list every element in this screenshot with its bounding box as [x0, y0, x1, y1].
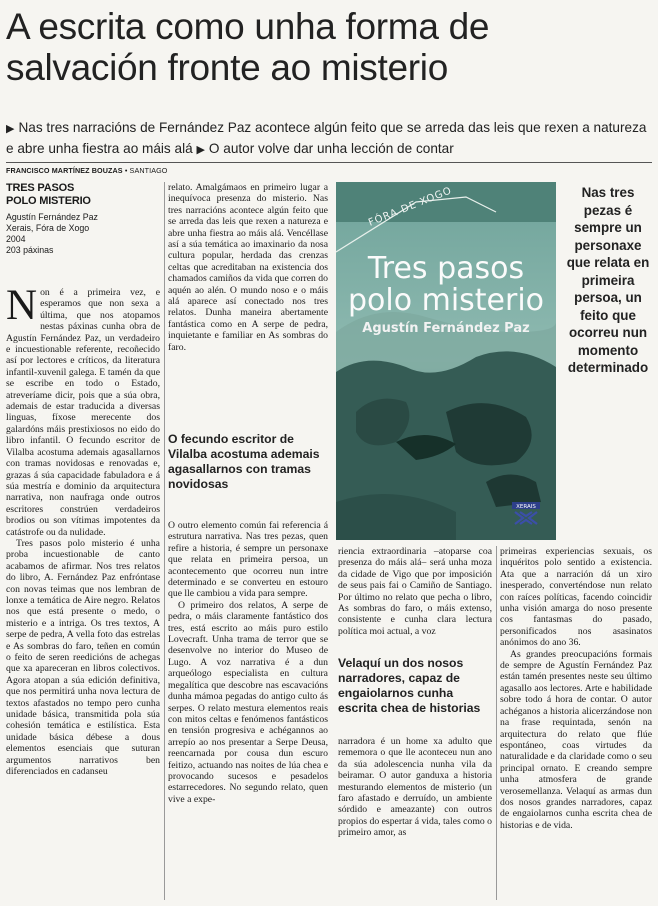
headline-line-1: A escrita como unha forma de — [6, 6, 490, 47]
book-year: 2004 — [6, 234, 26, 244]
cover-publisher: XERAIS — [516, 504, 536, 510]
drop-cap: N — [6, 287, 38, 329]
cover-title-line-2: polo misterio — [347, 283, 545, 318]
article-column-3-bottom — [338, 736, 492, 900]
book-meta — [6, 212, 156, 256]
headline-line-2: salvación fronte ao misterio — [6, 47, 448, 88]
cover-author: Agustín Fernández Paz — [362, 321, 530, 336]
book-title-line-2: POLO MISTERIO — [6, 194, 91, 207]
paragraph: riencia extraordinaria –atoparse coa presenza do máis alá– será unha moza da cidade de Vigo que por imposición de seus pais fai o Camiño de Santiago. Por último no relato que pecha o libro, As sombras do faro, o máis extenso, consistente e cunha clara lectura política moi actual, a voz — [338, 546, 492, 637]
byline — [6, 166, 168, 175]
paragraph: O outro elemento común fai referencia á estrutura narrativa. Nas tres pezas, quen refire a historia, é sempre un personaxe que relata en primeira persoa, un acontecemento que ocorreu nun intre determinado e se converteu en estouro que lle cambiou a vida para sempre. — [168, 520, 328, 600]
standfirst-part-1: Nas tres narracións de Fernández Paz acontece algún feito que se arreda das leis que rexen — [18, 120, 579, 135]
subhead-2: Velaquí un dos nosos narradores, capaz de engaiolarnos cunha escrita chea de historias — [338, 656, 481, 715]
bullet-separator: • — [124, 166, 128, 175]
book-author: Agustín Fernández Paz — [6, 212, 98, 222]
header-rule — [6, 162, 652, 163]
book-pages: 203 páxinas — [6, 245, 54, 255]
paragraph: As grandes preocupacións formais de sempre de Agustín Fernández Paz están tamén presentes neste seu último agasallo aos lectores. Arte e habilidade sobre todo á hora de contar. O autor achéganos a historia alicerzándose non na frase requintada, senón na arquitectura do relato que flúe espontáneo, coas virtudes da naturalidade e da claridade como o seu principal ornato. E creando sempre unha atmosfera de grande verosemellanza. Velaquí as armas dun dos nosos grandes narradores, capaz de engaiolarnos cunha escrita chea de historias e de vida. — [500, 648, 652, 831]
cover-series: FÓRA DE XOGO — [367, 185, 454, 229]
triangle-bullet-icon: ▶ — [196, 144, 205, 156]
paragraph: relato. Amalgámaos en primeiro lugar a inequívoca presenza do misterio. Nas tres narracións acontece algún feito que se arreda das leis que rexen a natureza e abre unha fiestra ao máis alá. Vencéllase así a súa temática ao imaxinario da nosa cultura popular, herdada das crenzas celtas que acreditaban na existencia dos chamados camiños da vida que corren do aquén ao alén. O mundo noso e o máis alá aparece así conectado nos tres relatos. Dunha maneira abertamente fantástica como en A serpe de pedra, inquietante e familiar en As sombras do faro. — [168, 182, 328, 353]
triangle-bullet-icon: ▶ — [6, 123, 15, 135]
book-cover-illustration — [336, 182, 556, 540]
article-column-2-bottom — [168, 520, 328, 900]
paragraph: Tres pasos polo misterio é unha proba incuestionable de canto acabamos de afirmar. Nos tres relatos do libro, A. Fernández Paz enfróntase con novas teimas que nos lembran de lonxe a temática de Aire negro. Relatos nos que está presente o medo, o misterio e a intriga. Os tres textos, A serpe de pedra, A vella foto das estrelas e As sombras do faro, teñen en común o feito de seren reedicións de achegas que xa apareceran en libros colectivos. Agora atopan a súa edición definitiva, que nos permitirá unha nova lectura de textos afastados no tempo pero cunha unidade básica, transmitida pola súa cohesión temática e estilística. Esta unidade básica débese a dous elementos esenciais que suturan argumentos narrativos ben diferenciados en cadanseu — [6, 537, 160, 778]
article-column-3-top — [338, 546, 492, 652]
byline-place: SANTIAGO — [129, 166, 168, 175]
paragraph: O primeiro dos relatos, A serpe de pedra, o máis claramente fantástico dos tres, está escrito ao máis puro estilo Lovecraft. Unha trama de terror que se desenvolve no interior do Museo de Lugo. A voz narrativa é a dun arqueólogo especialista en cultura megalítica que descobre nas escavacións dunha mámoa pegadas do antigo culto ás serpes. O relato mestura elementos reais con mitos celtas e fenómenos fantásticos en tensión progresiva e achégannos ao arrepío ao nos presentar a Serpe Deusa, reencarnada por cousa dun escuro feitizo, actuando nas noites de lúa chea e provocando sucesos e pesadelos estarrecedores. No segundo relato, quen vive a expe- — [168, 599, 328, 805]
book-info — [6, 182, 156, 256]
column-divider — [164, 182, 165, 900]
subhead-1: O fecundo escritor de Vilalba acostuma ademais agasallarnos con tramas novidosas — [168, 432, 320, 491]
article-column-2-top — [168, 182, 328, 420]
paragraph: primeiras experiencias sexuais, os inquéritos polo sentido a existencia. Ata que a narración dá un xiro inesperado, converténdose nun relato con raíces políticas, facendo coincidir unha visión amarga do noso presente cos fantasmas do pasado, personificados nos asasinatos anónimos do ano 36. — [500, 546, 652, 649]
article-column-1 — [6, 287, 160, 899]
cover-title-line-1: Tres pasos — [367, 251, 525, 286]
column-divider — [496, 546, 497, 900]
book-publisher: Xerais, Fóra de Xogo — [6, 223, 90, 233]
standfirst — [6, 118, 652, 160]
book-cover-image — [336, 182, 556, 540]
headline — [6, 6, 656, 88]
article-column-4 — [500, 546, 652, 900]
pull-quote: Nas tres pezas é sempre un personaxe que relata en primeira persoa, un feito que ocorreu nun momento determinado — [566, 185, 650, 375]
standfirst-part-3: O autor volve dar unha lección de contar — [208, 141, 454, 156]
paragraph-text: on é a primeira vez, e esperamos que non sexa a última, que nos atopamos nestas páxinas cunha obra de Agustín Fernández Paz, un verdadeiro e incuestionable referente, recoñecido así por lectores e críticos, da literatura infantil-xuvenil galega. E tamén da que se escribe en todo o Estado, atreveríame dicir, pois que a súa obra, ademais de estar traducida a diversas linguas, fíxose merecente dos galardóns máis prestixiosos no eido do libro infantil. O fecundo escritor de Vilalba acostuma ademais agasallarnos con tramas novidosas e renovadas e, grazas á súa capacidade fabuladora e á súa mestría e dominio da arquitectura narrativa, non naufraga onde outros escritores constrúen verdadeiros brodios ou son vítimas impotentes da catástrofe ou da nulidade. — [6, 287, 160, 538]
book-title — [6, 182, 156, 207]
byline-author: FRANCISCO MARTÍNEZ BOUZAS — [6, 166, 123, 175]
book-title-line-1: TRES PASOS — [6, 182, 75, 194]
standfirst-part-2: a natureza e abre unha fiestra ao máis alá — [6, 120, 647, 156]
paragraph — [6, 287, 160, 538]
paragraph: narradora é un home xa adulto que rememora o que lle aconteceu nun ano da súa adolescencia nunha vila da beiramar. O autor ganduxa a historia mesturando elementos de misterio (un faro afastado e derruído, un ambiente sórdido e ameazante) con outros propios do espertar á vida, tales como o primeiro amor, as — [338, 736, 492, 839]
